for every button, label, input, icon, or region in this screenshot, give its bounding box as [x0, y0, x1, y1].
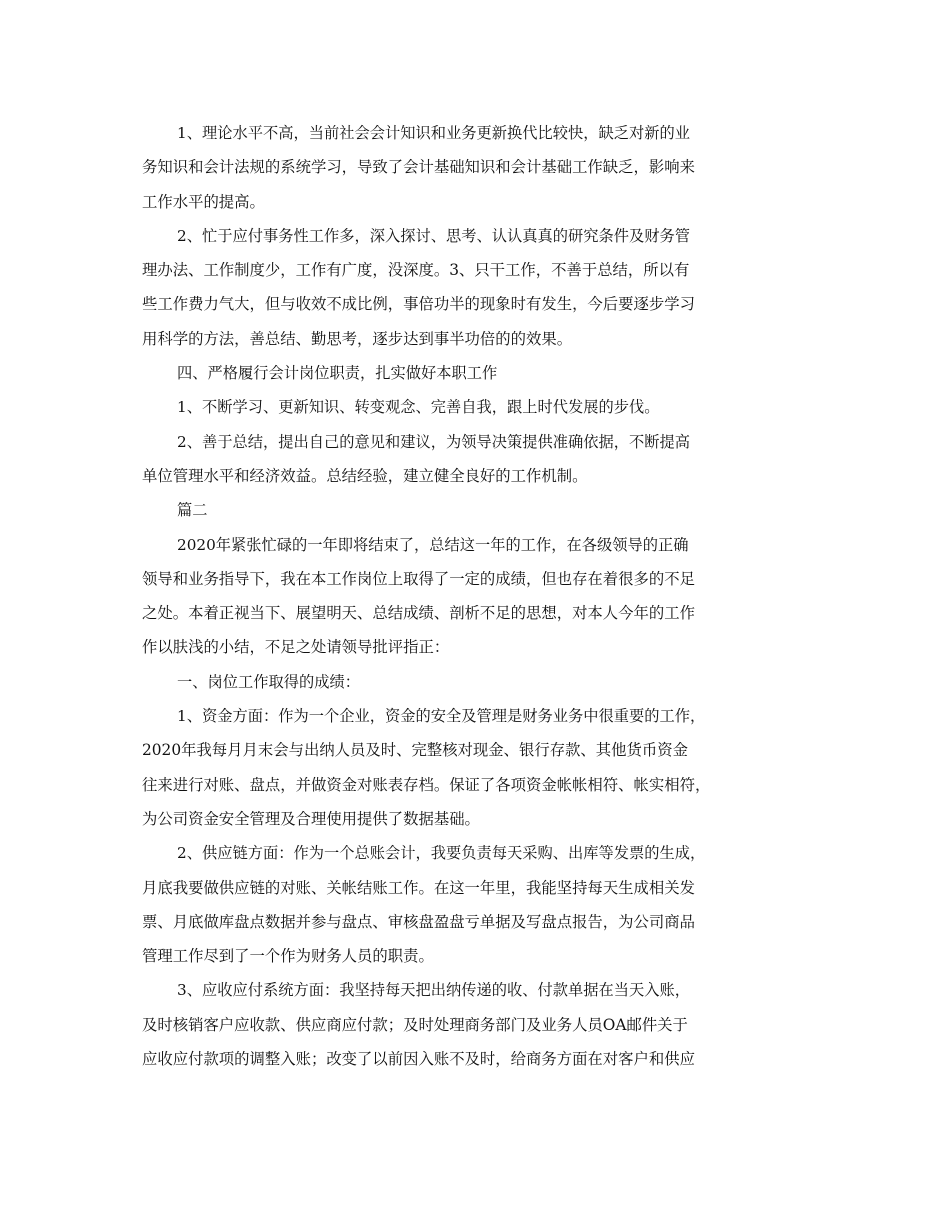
text-line: 管理工作尽到了一个作为财务人员的职责。 [142, 947, 434, 966]
text-line: 应收应付款项的调整入账；改变了以前因入账不及时，给商务方面在对客户和供应 [142, 1050, 695, 1069]
text-line: 工作水平的提高。 [142, 192, 265, 211]
text-line: 及时核销客户应收款、供应商应付款；及时处理商务部门及业务人员OA邮件关于 [142, 1015, 688, 1034]
paragraph-first-line: 四、严格履行会计岗位职责，扎实做好本职工作 [177, 364, 498, 383]
paragraph-first-line: 1、理论水平不高，当前社会会计知识和业务更新换代比较快，缺乏对新的业 [177, 124, 690, 142]
paragraph-first-line: 一、岗位工作取得的成绩： [177, 672, 360, 691]
text-line: 2020年我每月月末会与出纳人员及时、完整核对现金、银行存款、其他货币资金 [142, 741, 688, 760]
text-line: 单位管理水平和经济效益。总结经验，建立健全良好的工作机制。 [142, 466, 588, 485]
text-line: 用科学的方法，善总结、勤思考，逐步达到事半功倍的的效果。 [142, 329, 573, 348]
paragraph-first-line: 3、应收应付系统方面：我坚持每天把出纳传递的收、付款单据在当天入账， [177, 981, 690, 1000]
text-line: 为公司资金安全管理及合理使用提供了数据基础。 [142, 809, 480, 828]
text-line: 领导和业务指导下，我在本工作岗位上取得了一定的成绩，但也存在着很多的不足 [142, 569, 695, 588]
document-body [0, 116, 950, 1076]
paragraph-first-line: 2020年紧张忙碌的一年即将结束了，总结这一年的工作，在各级领导的正确 [177, 535, 689, 554]
paragraph-first-line: 1、不断学习、更新知识、转变观念、完善自我，跟上时代发展的步伐。 [177, 398, 660, 417]
text-line: 往来进行对账、盘点，并做资金对账表存档。保证了各项资金帐帐相符、帐实相符， [142, 775, 711, 794]
text-line: 之处。本着正视当下、展望明天、总结成绩、剖析不足的思想，对本人今年的工作 [142, 604, 695, 623]
text-line: 理办法、工作制度少，工作有广度，没深度。3、只干工作，不善于总结，所以有 [142, 261, 690, 280]
text-line: 票、月底做库盘点数据并参与盘点、审核盘盈盘亏单据及写盘点报告，为公司商品 [142, 912, 695, 931]
paragraph-first-line: 1、资金方面：作为一个企业，资金的安全及管理是财务业务中很重要的工作， [177, 707, 706, 726]
text-line: 些工作费力气大，但与收效不成比例，事倍功半的现象时有发生，今后要逐步学习 [142, 295, 695, 314]
text-line: 作以肤浅的小结，不足之处请领导批评指正： [142, 638, 450, 657]
paragraph-first-line: 篇二 [177, 501, 208, 520]
paragraph-first-line: 2、忙于应付事务性工作多，深入探讨、思考、认认真真的研究条件及财务管 [177, 226, 690, 245]
text-line: 务知识和会计法规的系统学习，导致了会计基础知识和会计基础工作缺乏，影响来 [142, 158, 695, 177]
text-line: 月底我要做供应链的对账、关帐结账工作。在这一年里，我能坚持每天生成相关发 [142, 878, 695, 897]
paragraph-first-line: 2、供应链方面：作为一个总账会计，我要负责每天采购、出库等发票的生成， [177, 844, 706, 863]
paragraph-first-line: 2、善于总结，提出自己的意见和建议，为领导决策提供准确依据，不断提高 [177, 432, 690, 451]
